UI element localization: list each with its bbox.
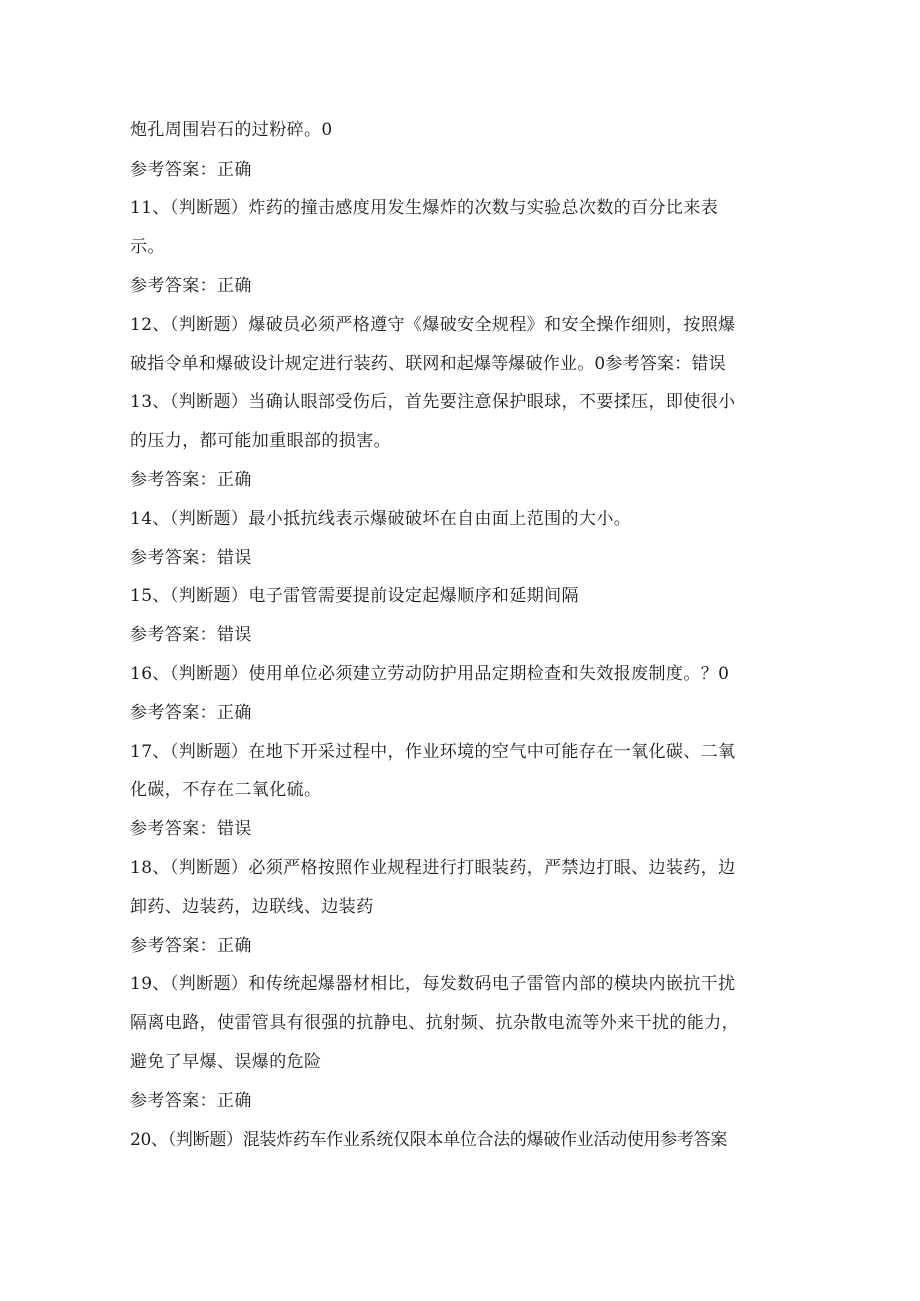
answer-line: 参考答案：正确 — [130, 936, 252, 956]
answer-line: 参考答案：正确 — [130, 276, 252, 296]
text-line: 破指令单和爆破设计规定进行装药、联网和起爆等爆破作业。0参考答案：错误 — [130, 354, 726, 374]
text-line: 化碳，不存在二氧化硫。 — [130, 780, 322, 800]
text-line: 卸药、边装药，边联线、边装药 — [130, 897, 374, 917]
answer-line: 参考答案：正确 — [130, 1091, 252, 1111]
text-line: 的压力，都可能加重眼部的损害。 — [130, 431, 391, 451]
text-line: 避免了早爆、误爆的危险 — [130, 1052, 322, 1072]
answer-line: 参考答案：正确 — [130, 160, 252, 180]
question-line: 12、（判断题）爆破员必须严格遵守《爆破安全规程》和安全操作细则，按照爆 — [130, 315, 736, 335]
answer-line: 参考答案：错误 — [130, 819, 252, 839]
question-line: 13、（判断题）当确认眼部受伤后，首先要注意保护眼球，不要揉压，即使很小 — [130, 392, 736, 412]
answer-line: 参考答案：正确 — [130, 470, 252, 490]
question-line: 19、（判断题）和传统起爆器材相比，每发数码电子雷管内部的模块内嵌抗干扰 — [130, 974, 736, 994]
answer-line: 参考答案：错误 — [130, 625, 252, 645]
question-line: 15、（判断题）电子雷管需要提前设定起爆顺序和延期间隔 — [130, 586, 579, 606]
question-line: 18、（判断题）必须严格按照作业规程进行打眼装药，严禁边打眼、边装药，边 — [130, 858, 736, 878]
question-line: 14、（判断题）最小抵抗线表示爆破破坏在自由面上范围的大小。 — [130, 509, 632, 529]
answer-line: 参考答案：正确 — [130, 703, 252, 723]
text-line: 示。 — [130, 237, 165, 257]
text-line: 隔离电路，使雷管具有很强的抗静电、抗射频、抗杂散电流等外来干扰的能力， — [130, 1013, 739, 1033]
question-line: 20、（判断题）混装炸药车作业系统仅限本单位合法的爆破作业活动使用参考答案 — [130, 1130, 728, 1150]
answer-line: 参考答案：错误 — [130, 548, 252, 568]
question-line: 16、（判断题）使用单位必须建立劳动防护用品定期检查和失效报废制度。？0 — [130, 664, 730, 684]
text-line: 炮孔周围岩石的过粉碎。0 — [130, 120, 333, 140]
question-line: 11、（判断题）炸药的撞击感度用发生爆炸的次数与实验总次数的百分比来表 — [130, 198, 719, 218]
question-line: 17、（判断题）在地下开采过程中，作业环境的空气中可能存在一氧化碳、二氧 — [130, 742, 736, 762]
